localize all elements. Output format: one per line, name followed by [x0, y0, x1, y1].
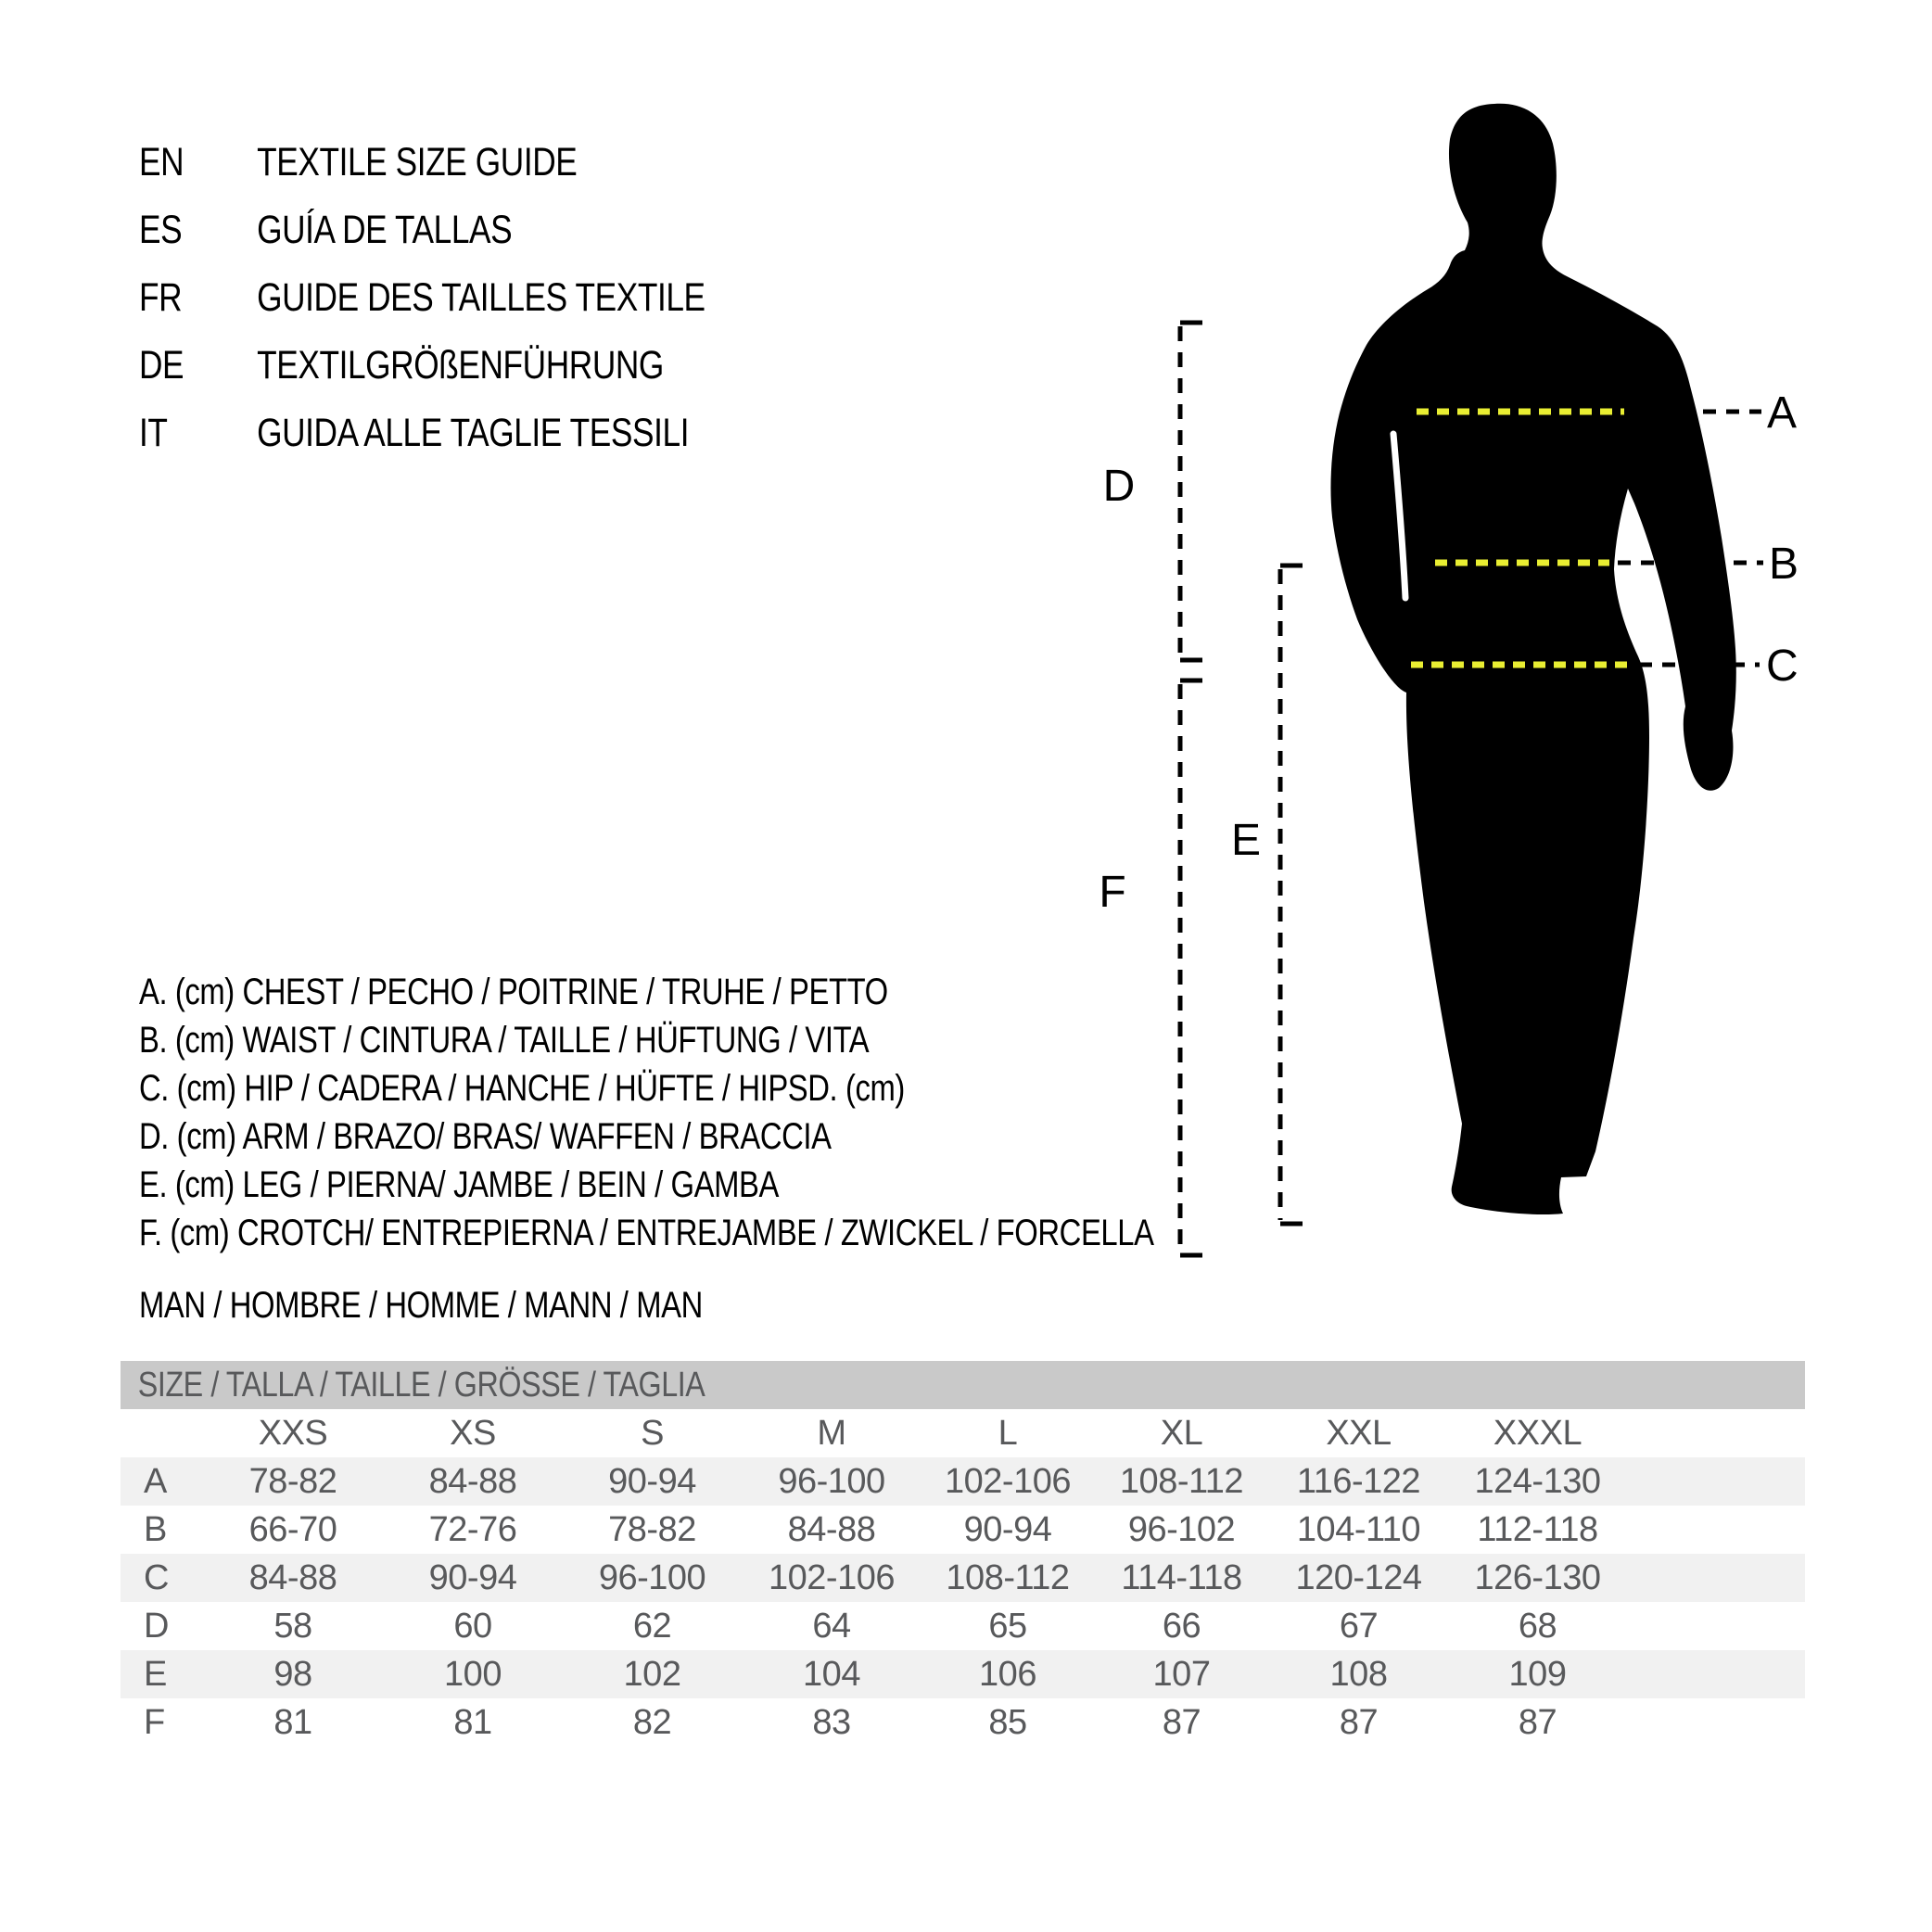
legend-crotch: F. (cm) CROTCH/ ENTREPIERNA / ENTREJAMBE / ZWICKEL / FORCELLA [139, 1213, 1154, 1253]
cell: 102-106 [945, 1462, 1071, 1501]
cell: 83 [812, 1703, 851, 1742]
legend-hip: C. (cm) HIP / CADERA / HANCHE / HÜFTE / HIPSD. (cm) [139, 1068, 905, 1109]
lang-title-fr: GUIDE DES TAILLES TEXTILE [257, 275, 705, 320]
table-row-waist [121, 1506, 1805, 1554]
lang-code-it: IT [139, 411, 168, 455]
leg-label: E [1230, 816, 1262, 865]
cell-filler [1627, 1457, 1805, 1506]
col-xxxl: XXXL [1493, 1414, 1582, 1453]
cell: 90-94 [963, 1510, 1052, 1549]
legend-leg: E. (cm) LEG / PIERNA/ JAMBE / BEIN / GAMBA [139, 1164, 779, 1205]
cell: 66-70 [248, 1510, 337, 1549]
hip-label: C [1766, 642, 1799, 691]
col-xl: XL [1160, 1414, 1203, 1453]
gender-category-label: MAN / HOMBRE / HOMME / MANN / MAN [139, 1285, 703, 1326]
waist-label: B [1769, 540, 1799, 589]
legend-waist: B. (cm) WAIST / CINTURA / TAILLE / HÜFTUNG / VITA [139, 1020, 870, 1061]
cell: 106 [979, 1655, 1036, 1694]
row-label: F [144, 1703, 165, 1742]
cell: 96-100 [778, 1462, 885, 1501]
cell: 66 [1162, 1607, 1201, 1646]
legend-arm: D. (cm) ARM / BRAZO/ BRAS/ WAFFEN / BRACCIA [139, 1116, 832, 1157]
table-row-arm [121, 1602, 1805, 1650]
arm-line-ticks [1180, 323, 1202, 660]
lang-code-es: ES [139, 208, 183, 252]
cell: 68 [1518, 1607, 1557, 1646]
cell: 102-106 [769, 1558, 895, 1597]
cell: 96-102 [1127, 1510, 1236, 1549]
cell: 104-110 [1296, 1510, 1421, 1549]
cell: 107 [1152, 1655, 1211, 1694]
col-l: L [998, 1414, 1018, 1453]
crotch-label: F [1099, 868, 1126, 917]
cell: 112-118 [1477, 1510, 1598, 1549]
row-label: B [144, 1510, 167, 1549]
arm-label: D [1102, 462, 1136, 511]
cell-filler [1627, 1698, 1805, 1747]
cell: 102 [623, 1655, 681, 1694]
size-table [121, 1361, 1805, 1747]
lang-code-en: EN [139, 140, 184, 184]
cell: 108 [1329, 1655, 1388, 1694]
cell-filler [1627, 1554, 1805, 1602]
row-label: C [144, 1558, 169, 1597]
size-columns-row [121, 1409, 1805, 1457]
cell: 100 [444, 1655, 502, 1694]
cell: 58 [273, 1607, 312, 1646]
size-table-header [121, 1361, 1805, 1409]
cell: 62 [632, 1607, 672, 1646]
cell: 84-88 [787, 1510, 876, 1549]
cell: 82 [632, 1703, 672, 1742]
cell: 64 [812, 1607, 851, 1646]
cell: 84-88 [248, 1558, 337, 1597]
cell: 65 [988, 1607, 1027, 1646]
measurement-legend [139, 968, 1377, 1257]
size-columns-spacer [121, 1409, 203, 1457]
size-table-header-label: SIZE / TALLA / TAILLE / GRÖSSE / TAGLIA [137, 1366, 705, 1405]
col-xxs: XXS [258, 1414, 328, 1453]
legend-chest: A. (cm) CHEST / PECHO / POITRINE / TRUHE / PETTO [139, 972, 888, 1012]
cell: 78-82 [248, 1462, 337, 1501]
cell: 60 [453, 1607, 492, 1646]
lang-code-fr: FR [139, 275, 183, 320]
col-filler [1627, 1409, 1805, 1457]
cell: 124-130 [1474, 1462, 1601, 1501]
title-row-de [139, 332, 705, 400]
cell: 108-112 [1119, 1462, 1244, 1501]
col-xs: XS [450, 1414, 496, 1453]
cell: 114-118 [1121, 1558, 1242, 1597]
cell: 104 [803, 1655, 860, 1694]
cell: 81 [273, 1703, 312, 1742]
cell: 78-82 [608, 1510, 696, 1549]
cell: 96-100 [598, 1558, 706, 1597]
cell: 98 [273, 1655, 312, 1694]
lang-title-it: GUIDA ALLE TAGLIE TESSILI [257, 411, 690, 455]
cell: 85 [988, 1703, 1027, 1742]
cell-filler [1627, 1506, 1805, 1554]
man-silhouette [1330, 104, 1735, 1214]
cell: 87 [1162, 1703, 1201, 1742]
title-row-fr [139, 264, 705, 332]
col-m: M [817, 1414, 846, 1453]
lang-title-en: TEXTILE SIZE GUIDE [257, 140, 578, 184]
cell: 67 [1339, 1607, 1379, 1646]
cell: 87 [1339, 1703, 1379, 1742]
chest-label: A [1767, 388, 1798, 438]
cell: 126-130 [1474, 1558, 1601, 1597]
col-xxl: XXL [1326, 1414, 1392, 1453]
cell-filler [1627, 1650, 1805, 1698]
col-s: S [641, 1414, 664, 1453]
table-row-chest [121, 1457, 1805, 1506]
cell: 108-112 [946, 1558, 1070, 1597]
cell: 72-76 [428, 1510, 517, 1549]
title-block [139, 129, 830, 467]
cell: 90-94 [608, 1462, 696, 1501]
row-label: D [144, 1607, 169, 1646]
cell: 84-88 [428, 1462, 517, 1501]
cell: 90-94 [428, 1558, 517, 1597]
lang-code-de: DE [139, 343, 184, 388]
cell: 109 [1508, 1655, 1567, 1694]
cell: 120-124 [1295, 1558, 1422, 1597]
table-row-hip [121, 1554, 1805, 1602]
lang-title-es: GUÍA DE TALLAS [257, 208, 513, 252]
title-row-it [139, 400, 705, 467]
cell: 116-122 [1296, 1462, 1421, 1501]
lang-title-de: TEXTILGRÖßENFÜHRUNG [257, 343, 664, 388]
row-label: E [144, 1655, 167, 1694]
title-row-en [139, 129, 705, 197]
title-row-es [139, 197, 705, 264]
table-row-leg [121, 1650, 1805, 1698]
cell-filler [1627, 1602, 1805, 1650]
cell: 87 [1518, 1703, 1557, 1742]
table-row-crotch [121, 1698, 1805, 1747]
row-label: A [144, 1462, 167, 1501]
cell: 81 [453, 1703, 492, 1742]
